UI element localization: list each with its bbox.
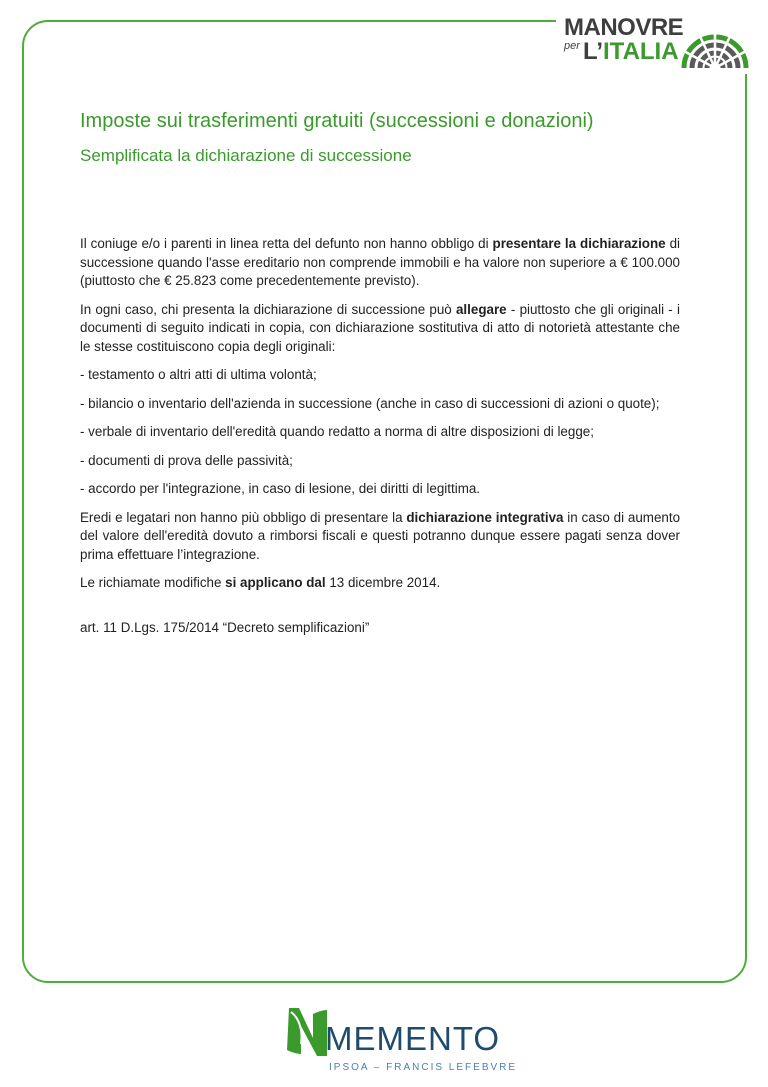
list-item: - testamento o altri atti di ultima volontà;	[80, 367, 317, 382]
logo-line-2: L’ITALIA	[583, 38, 679, 65]
memento-logo	[285, 1002, 518, 1082]
list-item: - accordo per l'integrazione, in caso di lesione, dei diritti di legittima.	[80, 481, 481, 496]
memento-wordmark: MEMENTO	[325, 1020, 501, 1057]
list-item: - verbale di inventario dell'eredità quando redatto a norma di altre disposizioni di legge;	[80, 424, 594, 439]
paragraph-4: Le richiamate modifiche si applicano dal 13 dicembre 2014.	[80, 575, 441, 590]
page-title: Imposte sui trasferimenti gratuiti (successioni e donazioni)	[80, 110, 594, 132]
logo-per: per	[564, 40, 580, 52]
paragraph-2: In ogni caso, chi presenta la dichiarazione di successione può allegare - piuttosto che gli originali - i documenti di seguito indicati in copia, con dichiarazione sostitutiva di atto di notorietà attestante che le stesse costituiscono copia degli originali:	[80, 301, 680, 354]
legal-reference: art. 11 D.Lgs. 175/2014 “Decreto semplificazioni”	[80, 619, 370, 635]
parliament-arc-icon	[676, 20, 754, 70]
memento-leaf-icon	[285, 1004, 329, 1060]
list-item: - bilancio o inventario dell'azienda in successione (anche in caso di successioni di azioni o quote);	[80, 395, 660, 411]
logo-line-1: MANOVRE	[564, 14, 684, 41]
page-subtitle: Semplificata la dichiarazione di successione	[80, 146, 412, 165]
paragraph-3: Eredi e legatari non hanno più obbligo di presentare la dichiarazione integrativa in caso di aumento del valore dell'eredità dovuto a rimborsi fiscali e questi potranno dunque essere pagati senza dover prima effettuare l’integrazione.	[80, 509, 681, 562]
document-body	[80, 235, 680, 647]
memento-tagline: IPSOA – FRANCIS LEFEBVRE	[329, 1062, 518, 1073]
manovre-per-italia-logo	[556, 14, 756, 74]
list-item: - documenti di prova delle passività;	[80, 452, 293, 468]
paragraph-1: Il coniuge e/o i parenti in linea retta del defunto non hanno obbligo di presentare la dichiarazione di successione quando l'asse ereditario non comprende immobili e ha valore non superiore a € 100.000 (piuttosto che € 25.823 come precedentemente previsto).	[80, 236, 680, 288]
